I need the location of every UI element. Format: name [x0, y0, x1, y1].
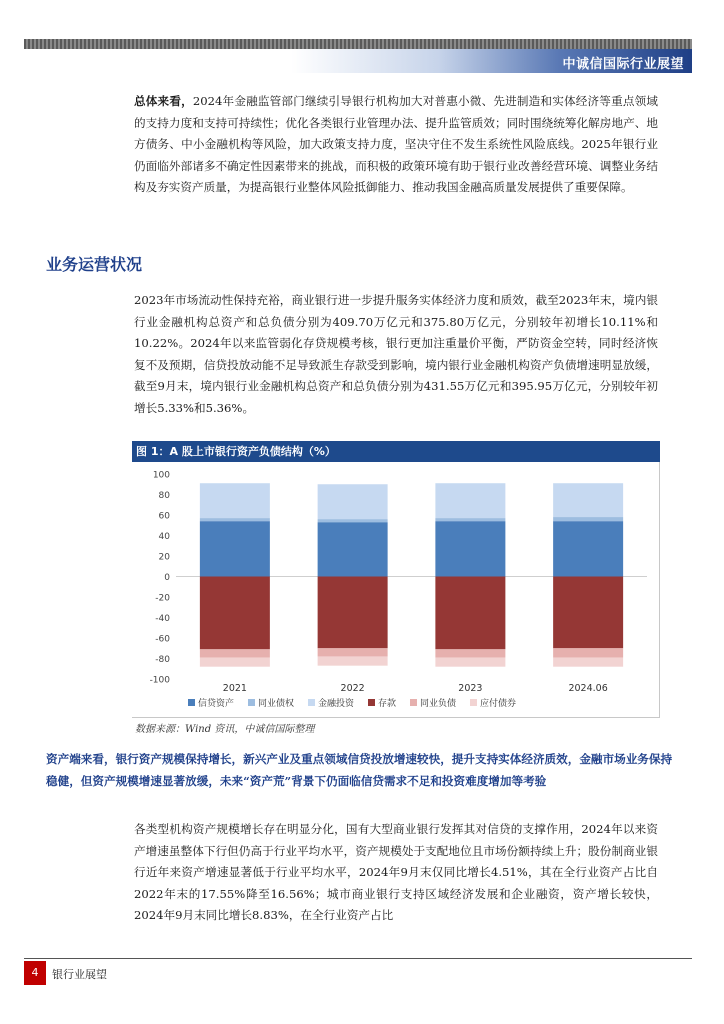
figure-source: 数据来源：Wind 资讯，中诚信国际整理 — [135, 724, 315, 735]
bar-segment — [553, 657, 623, 666]
section-title: 业务运营状况 — [46, 255, 143, 274]
y-tick-label: 100 — [152, 470, 170, 481]
y-tick-label: 60 — [158, 511, 170, 522]
bar-segment — [200, 577, 270, 650]
bar-segment — [435, 577, 505, 650]
bar-segment — [200, 518, 270, 521]
y-tick-label: 80 — [158, 491, 170, 501]
bar-segment — [435, 657, 505, 666]
paragraph-2: 各类型机构资产规模增长存在明显分化，国有大型商业银行发挥其对信贷的支撑作用，2024年以来资产增速虽整体下行但仍高于行业平均水平，资产规模处于支配地位且市场份额持续上升；股份制商业银行近年来资产增速显著低于行业平均水平，2024年9月末仅同比增长4.51%，其在全行业资产占比自2022年末的17.55%降至16.56%；城市商业银行支持区域经济发展和企业融资，资产增长较快，2024年9月末同比增长8.83%，在全行业资产占比 — [134, 822, 658, 922]
bar-segment — [318, 656, 388, 665]
chart-frame — [132, 462, 660, 718]
legend-label: 应付债券 — [480, 699, 517, 709]
y-tick-label: 20 — [158, 552, 170, 563]
bar-segment — [435, 521, 505, 576]
y-tick-label: -20 — [155, 593, 170, 604]
y-tick-label: 40 — [158, 532, 170, 542]
y-tick-label: -80 — [155, 655, 170, 665]
bar-segment — [435, 483, 505, 518]
chart — [132, 462, 660, 718]
x-tick-label: 2023 — [458, 683, 483, 694]
legend-swatch — [470, 699, 477, 706]
y-tick-label: -100 — [149, 675, 170, 686]
intro-lead: 总体来看， — [134, 94, 193, 108]
bar-segment — [318, 648, 388, 656]
legend-label: 同业负债 — [420, 699, 457, 709]
bar-segment — [200, 483, 270, 518]
paragraph-1: 2023年市场流动性保持充裕，商业银行进一步提升服务实体经济力度和质效，截至2023年末，境内银行业金融机构总资产和总负债分别为409.70万亿元和375.80万亿元，分别较年初增长10.11%和10.22%。2024年以来监管弱化存贷规模考核，银行更加注重量价平衡，严防资金空转，同时经济恢复不及预期，信贷投放动能不足导致派生存款受到影响，境内银行业金融机构资产负债增速明显放缓，截至9月末，境内银行业金融机构总资产和总负债分别为431.55万亿元和395.95万亿元，分别较年初增长5.33%和5.36%。 — [134, 293, 658, 415]
intro-paragraph — [134, 91, 658, 199]
legend-label: 信贷资产 — [198, 699, 235, 709]
bar-segment — [553, 517, 623, 521]
footer-title: 银行业展望 — [52, 968, 107, 981]
legend-swatch — [308, 699, 315, 706]
y-tick-label: 0 — [164, 573, 170, 583]
legend-label: 存款 — [378, 699, 397, 709]
legend-swatch — [368, 699, 375, 706]
x-tick-label: 2024.06 — [568, 683, 608, 694]
y-tick-label: -60 — [155, 634, 170, 645]
bar-segment — [553, 521, 623, 576]
x-tick-label: 2021 — [222, 683, 247, 694]
legend-swatch — [248, 699, 255, 706]
bar-segment — [318, 519, 388, 522]
bar-segment — [553, 577, 623, 649]
bar-segment — [318, 484, 388, 519]
legend-swatch — [410, 699, 417, 706]
bar-segment — [318, 577, 388, 649]
intro-text: 2024年金融监管部门继续引导银行机构加大对普惠小微、先进制造和实体经济等重点领域的支持力度和支持可持续性；优化各类银行业管理办法、提升监管质效；同时围绕统筹化解房地产、地方债务、中小金融机构等风险，加大政策支持力度，坚决守住不发生系统性风险底线。2025年银行业仍面临外部诸多不确定性因素带来的挑战，而积极的政策环境有助于银行业改善经营环境、调整业务结构及夯实资产质量，为提高银行业整体风险抵御能力、推动我国金融高质量发展提供了重要保障。 — [134, 94, 658, 194]
x-tick-label: 2022 — [340, 683, 365, 694]
bar-segment — [200, 649, 270, 657]
bar-segment — [435, 649, 505, 657]
bar-segment — [318, 522, 388, 576]
header-title: 中诚信国际行业展望 — [562, 57, 684, 72]
legend-label: 金融投资 — [318, 699, 355, 709]
figure-caption: 图 1：A 股上市银行资产负债结构（%） — [132, 441, 660, 462]
footer-divider — [24, 958, 692, 959]
page-number: 4 — [24, 961, 46, 985]
header-stripe — [24, 39, 692, 49]
bar-segment — [553, 483, 623, 517]
bar-segment — [553, 648, 623, 657]
highlight-paragraph: 资产端来看，银行资产规模保持增长，新兴产业及重点领域信贷投放增速较快，提升支持实体经济质效，金融市场业务保持稳健，但资产规模增速显著放缓，未来“资产荒”背景下仍面临信贷需求不足和投资难度增加等考验 — [46, 752, 673, 788]
bar-segment — [200, 521, 270, 576]
y-tick-label: -40 — [155, 614, 170, 624]
bar-segment — [200, 657, 270, 666]
legend-label: 同业债权 — [258, 699, 295, 709]
bar-segment — [435, 518, 505, 521]
legend-swatch — [188, 699, 195, 706]
